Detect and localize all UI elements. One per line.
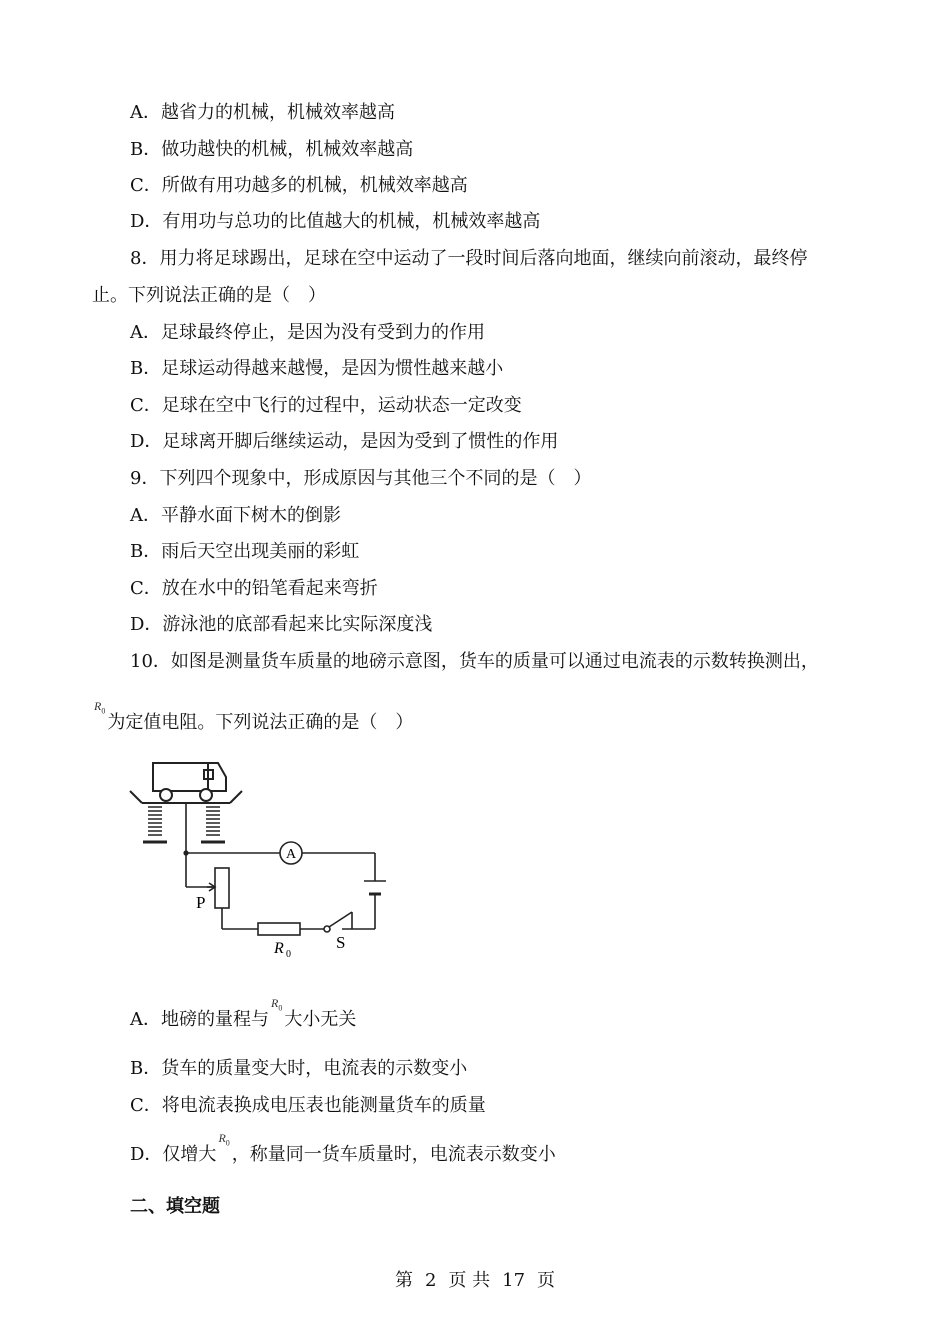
q10-option-c: C．将电流表换成电压表也能测量货车的质量 xyxy=(130,1095,486,1116)
q9-option-d: D．游泳池的底部看起来比实际深度浅 xyxy=(130,614,433,635)
q10-option-b: B．货车的质量变大时，电流表的示数变小 xyxy=(130,1058,468,1079)
q8-option-a: A．足球最终停止，是因为没有受到力的作用 xyxy=(130,322,485,343)
q8-stem-line2: 止。下列说法正确的是（ ） xyxy=(92,285,326,306)
ammeter-label: A xyxy=(285,847,297,862)
resistor-label-sub: 0 xyxy=(286,949,291,960)
page-footer: 第 2 页 共 17 页 xyxy=(394,1270,556,1291)
q10-stem-line1: 10．如图是测量货车质量的地磅示意图，货车的质量可以通过电流表的示数转换测出， xyxy=(130,651,819,672)
q10-stem-line2: $^{R_0}$为定值电阻。下列说法正确的是（ ） xyxy=(94,699,414,733)
q9-stem: 9．下列四个现象中，形成原因与其他三个不同的是（ ） xyxy=(130,468,592,489)
slider-label-p: P xyxy=(196,893,206,912)
circuit-wires xyxy=(186,803,375,929)
weighbridge-circuit-diagram xyxy=(120,755,400,965)
q9-option-a: A．平静水面下树木的倒影 xyxy=(130,505,341,526)
resistor-label: R xyxy=(274,940,284,957)
q7-option-a: A．越省力的机械，机械效率越高 xyxy=(130,102,395,123)
battery xyxy=(364,881,386,894)
platform xyxy=(130,791,242,803)
page-number: 2 xyxy=(424,1270,437,1291)
q9-option-c: C．放在水中的铅笔看起来弯折 xyxy=(130,578,378,599)
r0-symbol: R0 xyxy=(94,699,106,716)
q10-option-a: A．地磅的量程与$^{R_0}$大小无关 xyxy=(130,996,357,1030)
spring-left xyxy=(143,807,167,842)
q8-option-b: B．足球运动得越来越慢，是因为惯性越来越小 xyxy=(130,358,504,379)
r0-symbol: R0 xyxy=(218,1131,230,1148)
r0-symbol: R0 xyxy=(271,996,283,1013)
q7-option-d: D．有用功与总功的比值越大的机械，机械效率越高 xyxy=(130,211,541,232)
section-title-fill-in: 二、填空题 xyxy=(130,1196,220,1217)
q7-option-b: B．做功越快的机械，机械效率越高 xyxy=(130,139,414,160)
total-pages: 17 xyxy=(502,1270,526,1291)
truck-icon xyxy=(153,763,226,801)
q8-option-c: C．足球在空中飞行的过程中，运动状态一定改变 xyxy=(130,395,522,416)
spring-right xyxy=(201,807,225,842)
q8-option-d: D．足球离开脚后继续运动，是因为受到了惯性的作用 xyxy=(130,431,559,452)
ammeter xyxy=(280,842,302,864)
switch-label-s: S xyxy=(336,933,346,952)
q7-option-c: C．所做有用功越多的机械，机械效率越高 xyxy=(130,175,468,196)
rheostat xyxy=(207,868,229,908)
q8-stem-line1: 8．用力将足球踢出，足球在空中运动了一段时间后落向地面，继续向前滚动，最终停 xyxy=(130,248,808,269)
q10-option-d: D．仅增大$^{R_0}$，称量同一货车质量时，电流表示数变小 xyxy=(130,1131,556,1165)
resistor-r0 xyxy=(258,923,300,935)
q9-option-b: B．雨后天空出现美丽的彩虹 xyxy=(130,541,360,562)
